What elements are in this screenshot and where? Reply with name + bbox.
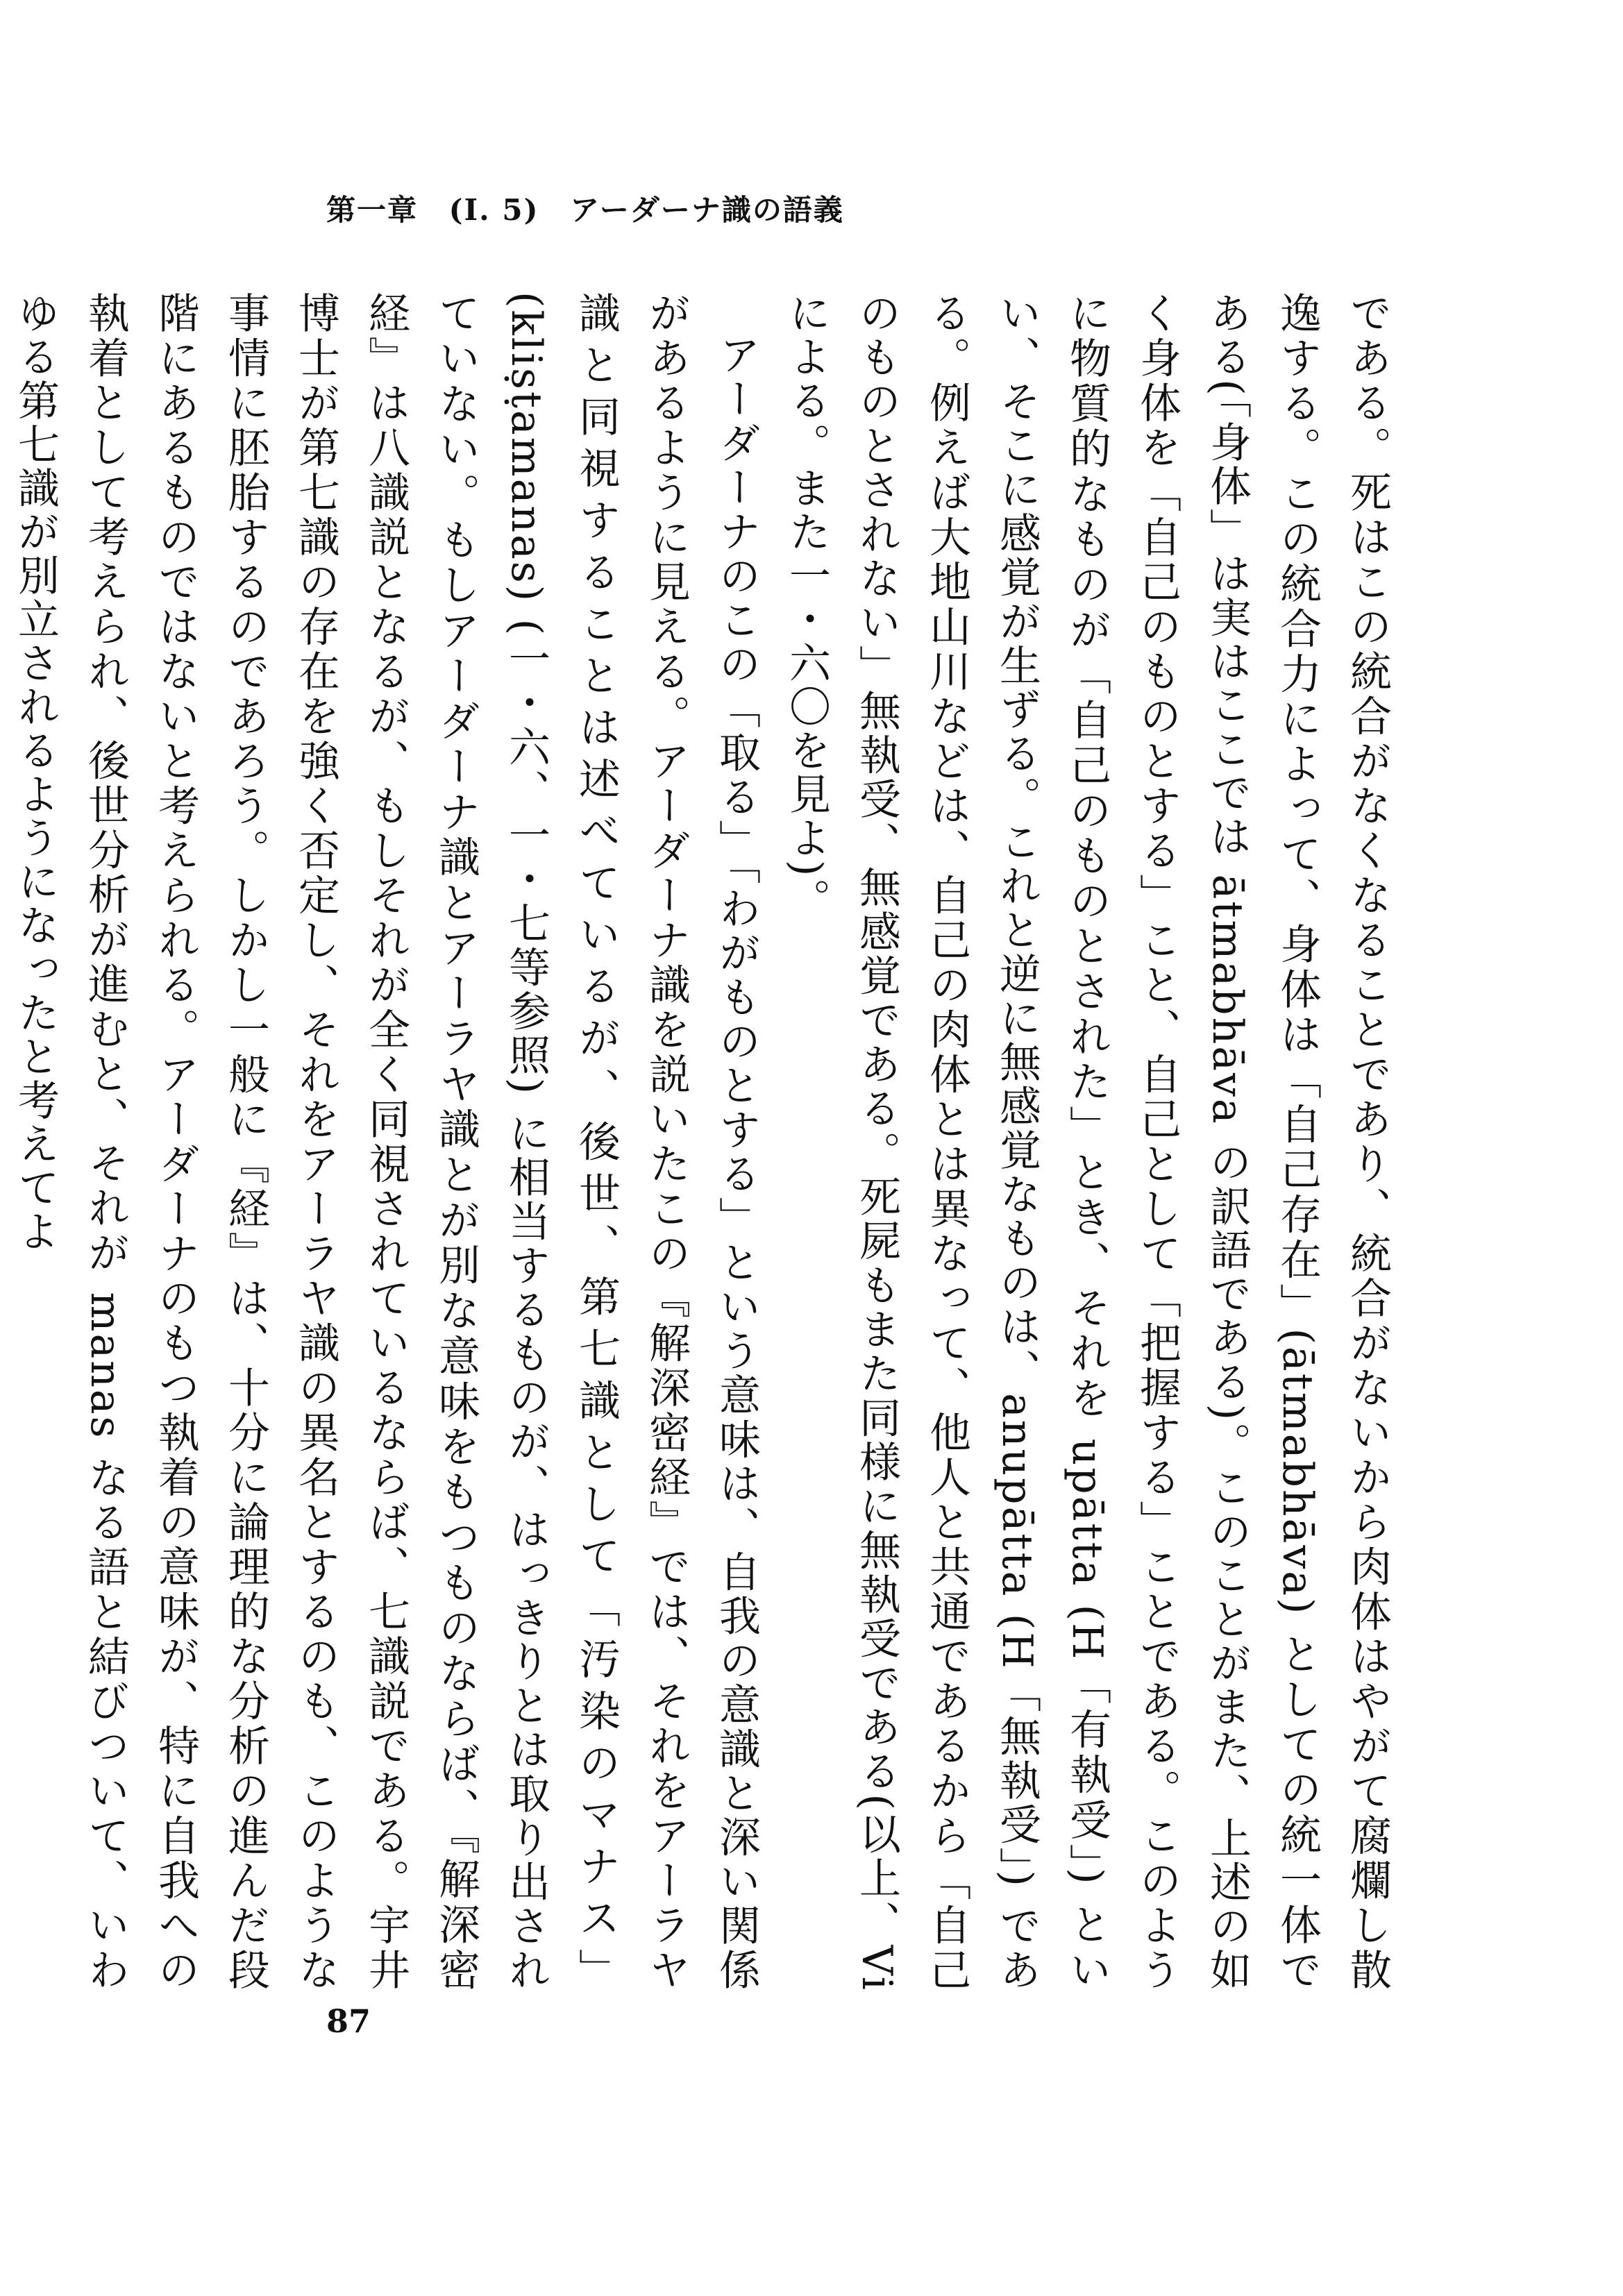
- paragraph-continued: である。死はこの統合がなくなることであり、統合がないから肉体はやがて腐爛し散逸する。この統合力によって、身体は「自己存在」(ātmabhāva) としての統一体である(「身体」は実はここでは ātmabhāva の訳語である)。このことがまた、上述の如く身体を「自己のものとする」こと、自己として「把握する」ことである。このように物質的なものが「自己のものとされた」とき、それを upātta (H「有執受」) といい、そこに感覚が生ずる。これと逆に無感覚なものは、anupātta (H「無執受」) である。例えば大地山川などは、自己の肉体とは異なって、他人と共通であるから「自己のものとされない」無執受、無感覚である。死屍もまた同様に無執受である(以上、Vi による。また一・六〇を見よ)。: [782, 292, 1392, 1992]
- running-head-section: (I. 5): [448, 193, 539, 227]
- running-head-title: アーダーナ識の語義: [570, 193, 844, 227]
- paragraph: アーダーナのこの「取る」「わがものとする」という意味は、自我の意識と深い関係があるように見える。アーダーナ識を説いたこの『解深密経』では、それをアーラヤ識と同視することは述べているが、後世、第七識として「汚染のマナス」(kliṣṭamanas) (一・六、一・七等参照) に相当するものが、はっきりとは取り出されていない。もしアーダーナ識とアーラヤ識とが別な意味をもつものならば、『解深密経』は八識説となるが、もしそれが全く同視されているならば、七識説である。宇井博士が第七識の存在を強く否定し、それをアーラヤ識の異名とするのも、このような事情に胚胎するのであろう。しかし一般に『経』は、十分に論理的な分析の進んだ段階にあるものではないと考えられる。アーダーナのもつ執着の意味が、特に自我への執着として考えられ、後世分析が進むと、それが manas なる語と結びついて、いわゆる第七識が別立されるようになったと考えてよ: [11, 292, 761, 1993]
- running-head: [326, 187, 864, 229]
- page-number: 87: [326, 2002, 371, 2040]
- body-text: [11, 292, 1402, 1993]
- running-head-chapter: 第一章: [326, 193, 419, 227]
